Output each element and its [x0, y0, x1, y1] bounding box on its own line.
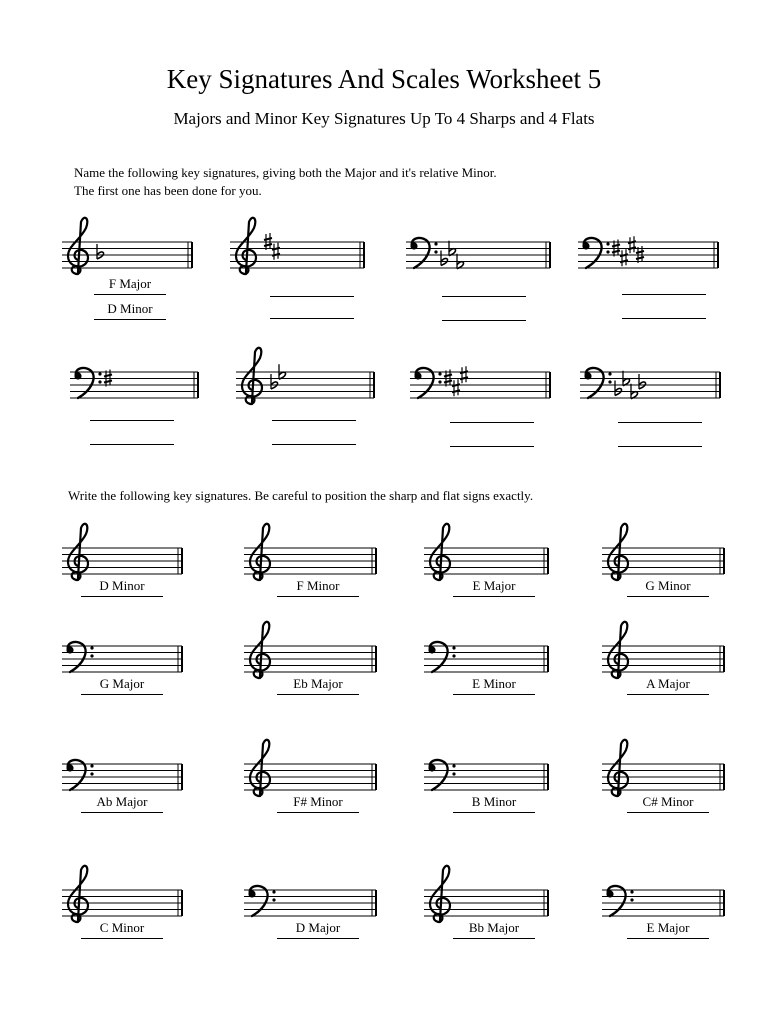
instructions-section-2: Write the following key signatures. Be careful to position the sharp and flat signs exactly.	[68, 488, 534, 503]
key-signature-label: Eb Major	[277, 676, 359, 695]
key-signature-label: D Major	[277, 920, 359, 939]
blank-staff	[602, 548, 724, 574]
treble-clef-icon	[608, 524, 628, 580]
blank-staff	[62, 548, 182, 574]
key-signature-label: Bb Major	[453, 920, 535, 939]
blank-staff	[424, 646, 548, 672]
treble-clef-icon	[236, 218, 256, 274]
answer-major-blank[interactable]	[270, 296, 354, 297]
treble-clef-icon	[68, 866, 88, 922]
key-signature-label: Ab Major	[81, 794, 163, 813]
key-signature-label: C# Minor	[627, 794, 709, 813]
treble-clef-icon	[250, 622, 270, 678]
answer-minor-blank[interactable]	[450, 446, 534, 447]
flat-icon	[97, 244, 104, 259]
blank-staff	[244, 548, 376, 574]
key-signature-label: B Minor	[453, 794, 535, 813]
sharp-icon	[452, 379, 460, 396]
key-signature-staff	[62, 242, 192, 268]
treble-clef-icon	[430, 524, 450, 580]
treble-clef-icon	[250, 740, 270, 796]
key-signature-label: F# Minor	[277, 794, 359, 813]
key-signature-label: D Minor	[81, 578, 163, 597]
blank-staff	[244, 646, 376, 672]
page-title: Key Signatures And Scales Worksheet 5	[166, 64, 602, 94]
answer-major-blank[interactable]	[622, 294, 706, 295]
flat-icon	[271, 374, 278, 389]
treble-clef-icon	[430, 866, 450, 922]
key-signature-label: A Major	[627, 676, 709, 695]
answer-minor-blank[interactable]	[622, 318, 706, 319]
instructions-line-2: The first one has been done for you.	[74, 183, 262, 198]
flat-icon	[441, 251, 448, 266]
page-subtitle: Majors and Minor Key Signatures Up To 4 Sharps and 4 Flats	[173, 109, 595, 128]
blank-staff	[244, 764, 376, 790]
answer-major-blank[interactable]	[442, 296, 526, 297]
answer-minor-blank[interactable]	[270, 318, 354, 319]
sharp-icon	[460, 366, 468, 383]
answer-minor-blank[interactable]	[618, 446, 702, 447]
key-signature-staff	[578, 242, 718, 268]
blank-staff	[424, 890, 548, 916]
key-signature-staff	[406, 242, 550, 268]
flat-icon	[639, 374, 646, 389]
key-signature-label: E Major	[627, 920, 709, 939]
blank-staff	[602, 646, 724, 672]
blank-staff	[62, 764, 182, 790]
answer-major-blank[interactable]	[90, 420, 174, 421]
answer-major: F Major	[94, 276, 166, 295]
key-signature-staff	[580, 372, 720, 398]
treble-clef-icon	[68, 218, 88, 274]
blank-staff	[424, 548, 548, 574]
answer-major-blank[interactable]	[450, 422, 534, 423]
key-signature-label: E Major	[453, 578, 535, 597]
treble-clef-icon	[608, 622, 628, 678]
sharp-icon	[620, 249, 628, 266]
answer-major-blank[interactable]	[272, 420, 356, 421]
key-signature-staff	[230, 242, 364, 268]
blank-staff	[602, 764, 724, 790]
treble-clef-icon	[608, 740, 628, 796]
key-signature-label: E Minor	[453, 676, 535, 695]
key-signature-label: G Major	[81, 676, 163, 695]
instructions-line-1: Name the following key signatures, giving both the Major and it's relative Minor.	[74, 165, 497, 180]
answer-minor: D Minor	[94, 301, 166, 320]
treble-clef-icon	[68, 524, 88, 580]
blank-staff	[602, 890, 724, 916]
sharp-icon	[628, 236, 636, 253]
blank-staff	[62, 890, 182, 916]
answer-minor-blank[interactable]	[272, 444, 356, 445]
blank-staff	[244, 890, 376, 916]
answer-minor-blank[interactable]	[90, 444, 174, 445]
treble-clef-icon	[242, 348, 262, 404]
key-signature-staff	[236, 372, 374, 398]
blank-staff	[424, 764, 548, 790]
answer-minor-blank[interactable]	[442, 320, 526, 321]
key-signature-staff	[70, 372, 198, 398]
treble-clef-icon	[250, 524, 270, 580]
blank-staff	[62, 646, 182, 672]
key-signature-label: C Minor	[81, 920, 163, 939]
key-signature-label: G Minor	[627, 578, 709, 597]
flat-icon	[615, 381, 622, 396]
key-signature-label: F Minor	[277, 578, 359, 597]
answer-major-blank[interactable]	[618, 422, 702, 423]
key-signature-staff	[410, 372, 550, 398]
sharp-icon	[272, 243, 280, 260]
